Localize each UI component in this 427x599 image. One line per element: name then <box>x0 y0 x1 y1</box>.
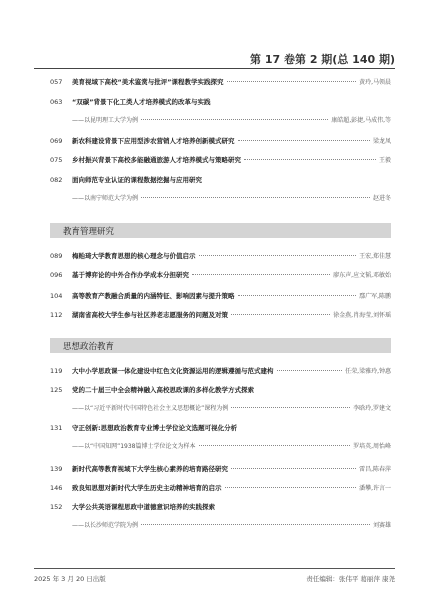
article-author: 李晗玲,罗建文 <box>353 405 391 412</box>
article-subtitle: ——以昆明理工大学为例 <box>72 117 139 124</box>
toc-entry[interactable] <box>50 484 391 493</box>
article-title: 面向师范专业认证的课程数据挖掘与应用研究 <box>72 176 202 184</box>
article-author: 赵进冬 <box>372 195 391 202</box>
dot-leader <box>238 295 357 296</box>
article-title: 美育视域下高校“美术鉴赏与批评”课程教学实践探究 <box>72 78 224 86</box>
page-number: 112 <box>50 311 63 319</box>
article-author: 任荣,梁雅玲,钟惠 <box>345 368 391 375</box>
article-title: 梅贻琦大学教育思想的核心理念与价值启示 <box>72 252 196 260</box>
toc-entry[interactable] <box>50 252 391 261</box>
header-divider <box>34 68 395 69</box>
article-author: 康皓超,彭捷,马成伟,等 <box>331 117 391 124</box>
page-number: 057 <box>50 78 63 86</box>
article-title: 乡村振兴背景下高校多能融通旅游人才培养模式与策略研究 <box>72 156 241 164</box>
article-title: “双碳”背景下化工类人才培养模式的改革与实践 <box>72 98 211 106</box>
toc-entry[interactable] <box>50 311 391 320</box>
section-title: 教育管理研究 <box>63 227 115 237</box>
article-author: 徐金燕,肖海莹,刘怀瑶 <box>333 312 391 319</box>
article-author: 王宏,郑佳慧 <box>359 253 391 260</box>
toc-entry[interactable] <box>50 137 391 146</box>
page-number: 104 <box>50 292 63 300</box>
dot-leader <box>141 119 328 120</box>
article-author: 刘赛雄 <box>372 522 391 529</box>
article-author: 雷昌,陈春萍 <box>359 466 391 473</box>
article-title: 大中小学思政课一体化建设中红色文化资源运用的逻辑遵循与范式建构 <box>72 367 274 375</box>
toc-entry[interactable] <box>50 78 391 87</box>
dot-leader <box>225 487 357 488</box>
page-number: 096 <box>50 271 63 279</box>
page-number: 152 <box>50 503 63 511</box>
dot-leader <box>244 159 376 160</box>
page-number: 131 <box>50 424 63 432</box>
dot-leader <box>199 445 351 446</box>
article-author: 廖东声,应文韬,邓敏始 <box>333 272 391 279</box>
dot-leader <box>141 524 370 525</box>
article-title: 守正创新:思想政治教育专业博士学位论文选题可视化分析 <box>72 424 238 432</box>
article-subtitle: ——以南宁师范大学为例 <box>72 195 139 202</box>
dot-leader <box>231 468 356 469</box>
page-number: 063 <box>50 98 63 106</box>
toc-entry[interactable] <box>50 424 391 451</box>
article-author: 王毅 <box>378 157 391 164</box>
article-title: 致良知思想对新时代大学生历史主动精神培育的启示 <box>72 484 222 492</box>
dot-leader <box>141 197 370 198</box>
page-number: 082 <box>50 176 63 184</box>
page-number: 069 <box>50 137 63 145</box>
section-title: 思想政治教育 <box>63 342 115 352</box>
page-number: 139 <box>50 465 63 473</box>
footer-divider <box>34 568 395 569</box>
page-number: 119 <box>50 367 63 375</box>
page-number: 125 <box>50 386 63 394</box>
article-subtitle: ——以“中国知网”1938篇博士学位论文为样本 <box>72 443 196 450</box>
journal-issue-header: 第 17 卷第 2 期(总 140 期) <box>250 53 395 66</box>
article-title: 党的二十届三中全会精神融入高校思政课的多样化教学方式探索 <box>72 386 254 394</box>
page-number: 075 <box>50 156 63 164</box>
toc-entry[interactable] <box>50 271 391 280</box>
publish-date: 2025 年 3 月 20 日出版 <box>34 575 106 583</box>
toc-entry[interactable] <box>50 465 391 474</box>
article-title: 湖南省高校大学生参与社区养老志愿服务的问题及对策 <box>72 311 228 319</box>
dot-leader <box>192 274 330 275</box>
dot-leader <box>238 140 370 141</box>
dot-leader <box>199 255 357 256</box>
article-author: 梁龙凤 <box>372 138 391 145</box>
toc-entry[interactable] <box>50 156 391 165</box>
page-number: 146 <box>50 484 63 492</box>
article-subtitle: ——以“习近平新时代中国特色社会主义思想概论”课程为例 <box>72 405 229 412</box>
article-title: 新农科建设背景下应用型涉农营销人才培养创新模式研究 <box>72 137 235 145</box>
article-subtitle: ——以长沙师范学院为例 <box>72 522 139 529</box>
editor-credits: 责任编辑：张伟平 葛丽萍 康尧 <box>306 575 395 583</box>
article-title: 高等教育产教融合质量的内涵特征、影响因素与提升策略 <box>72 292 235 300</box>
toc-entry[interactable] <box>50 292 391 301</box>
dot-leader <box>227 81 357 82</box>
section-header-ideological-political-education <box>50 338 391 353</box>
toc-entry[interactable] <box>50 176 391 203</box>
article-author: 鄢广军,陈鹏 <box>359 293 391 300</box>
toc-entry[interactable] <box>50 503 391 530</box>
article-title: 大学公共英语课程思政中道德意识培养的实践探索 <box>72 503 215 511</box>
article-author: 黄玲,马领晨 <box>359 79 391 86</box>
article-author: 潘攀,许言一 <box>359 485 391 492</box>
article-author: 罗培英,周怡峰 <box>353 443 391 450</box>
toc-entry[interactable] <box>50 386 391 413</box>
toc-entry[interactable] <box>50 98 391 125</box>
dot-leader <box>231 314 330 315</box>
article-title: 新时代高等教育视域下大学生核心素养的培育路径研究 <box>72 465 228 473</box>
section-header-education-management <box>50 223 391 238</box>
article-title: 基于博弈论的中外合作办学成本分担研究 <box>72 271 189 279</box>
page-number: 089 <box>50 252 63 260</box>
toc-entry[interactable] <box>50 367 391 376</box>
dot-leader <box>231 407 350 408</box>
dot-leader <box>277 370 343 371</box>
